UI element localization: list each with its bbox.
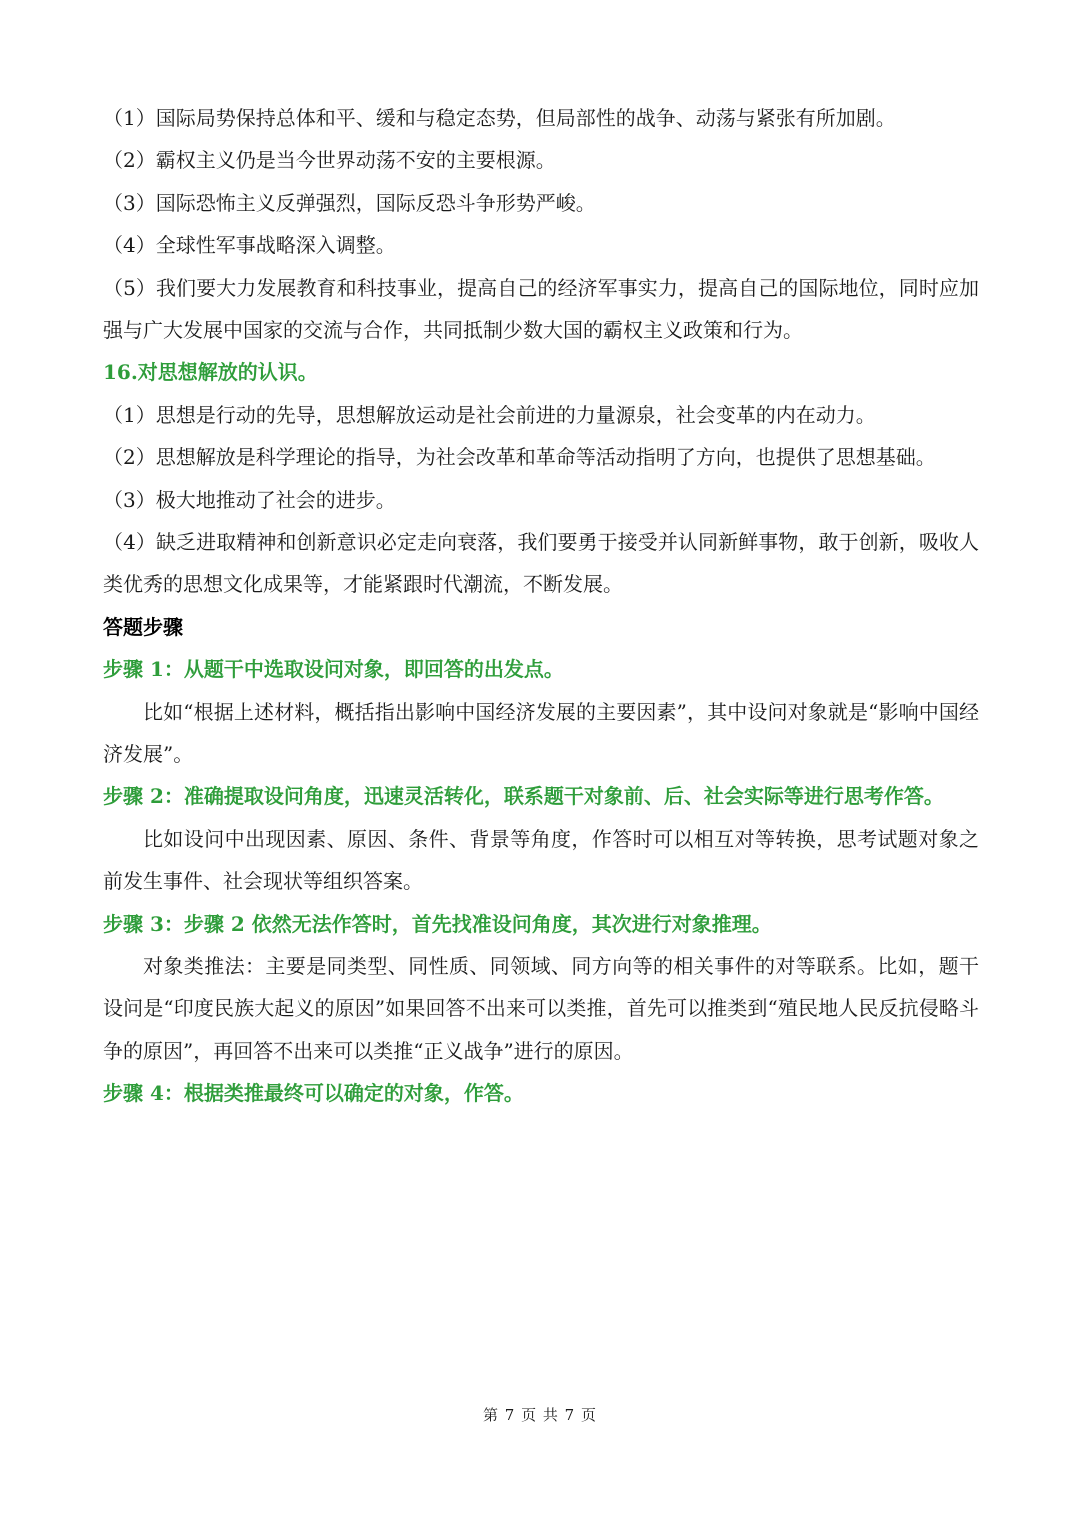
list-item: （2）思想解放是科学理论的指导，为社会改革和革命等活动指明了方向，也提供了思想基础。 — [103, 445, 936, 470]
step-3-body: 对象类推法：主要是同类型、同性质、同领域、同方向等的相关事件的对等联系。比如，题干设问是“印度民族大起义的原因”如果回答不出来可以类推，首先可以推类到“殖民地人民反抗侵略斗争的原因”，再回答不出来可以类推“正义战争”进行的原因。 — [103, 953, 979, 1063]
step-3-heading: 步骤 3：步骤 2 依然无法作答时，首先找准设问角度，其次进行对象推理。 — [103, 911, 772, 936]
list-item: （5）我们要大力发展教育和科技事业，提高自己的经济军事实力，提高自己的国际地位，同时应加强与广大发展中国家的交流与合作，共同抵制少数大国的霸权主义政策和行为。 — [103, 275, 979, 342]
step-4-heading: 步骤 4：根据类推最终可以确定的对象，作答。 — [103, 1081, 524, 1106]
list-item: （4）全球性军事战略深入调整。 — [103, 233, 396, 258]
step-2-heading: 步骤 2：准确提取设问角度，迅速灵活转化，联系题干对象前、后、社会实际等进行思考作答。 — [103, 784, 944, 809]
step-1-body: 比如“根据上述材料，概括指出影响中国经济发展的主要因素”，其中设问对象就是“影响中国经济发展”。 — [103, 699, 979, 766]
list-item: （1）国际局势保持总体和平、缓和与稳定态势，但局部性的战争、动荡与紧张有所加剧。 — [103, 106, 896, 130]
step-2-body: 比如设问中出现因素、原因、条件、背景等角度，作答时可以相互对等转换，思考试题对象之前发生事件、社会现状等组织答案。 — [103, 826, 979, 894]
list-item: （4）缺乏进取精神和创新意识必定走向衰落，我们要勇于接受并认同新鲜事物，敢于创新，吸收人类优秀的思想文化成果等，才能紧跟时代潮流，不断发展。 — [103, 529, 979, 597]
section-16-title: 16.对思想解放的认识。 — [103, 360, 318, 385]
page-number-footer: 第 7 页 共 7 页 — [483, 1406, 597, 1424]
list-item: （2）霸权主义仍是当今世界动荡不安的主要根源。 — [103, 148, 556, 173]
page-content — [103, 97, 979, 1115]
list-item: （1）思想是行动的先导，思想解放运动是社会前进的力量源泉，社会变革的内在动力。 — [103, 402, 876, 427]
list-item: （3）极大地推动了社会的进步。 — [103, 487, 396, 512]
step-1-heading: 步骤 1：从题干中选取设问对象，即回答的出发点。 — [103, 657, 564, 682]
list-item: （3）国际恐怖主义反弹强烈，国际反恐斗争形势严峻。 — [103, 190, 596, 215]
answer-steps-title: 答题步骤 — [103, 614, 183, 639]
